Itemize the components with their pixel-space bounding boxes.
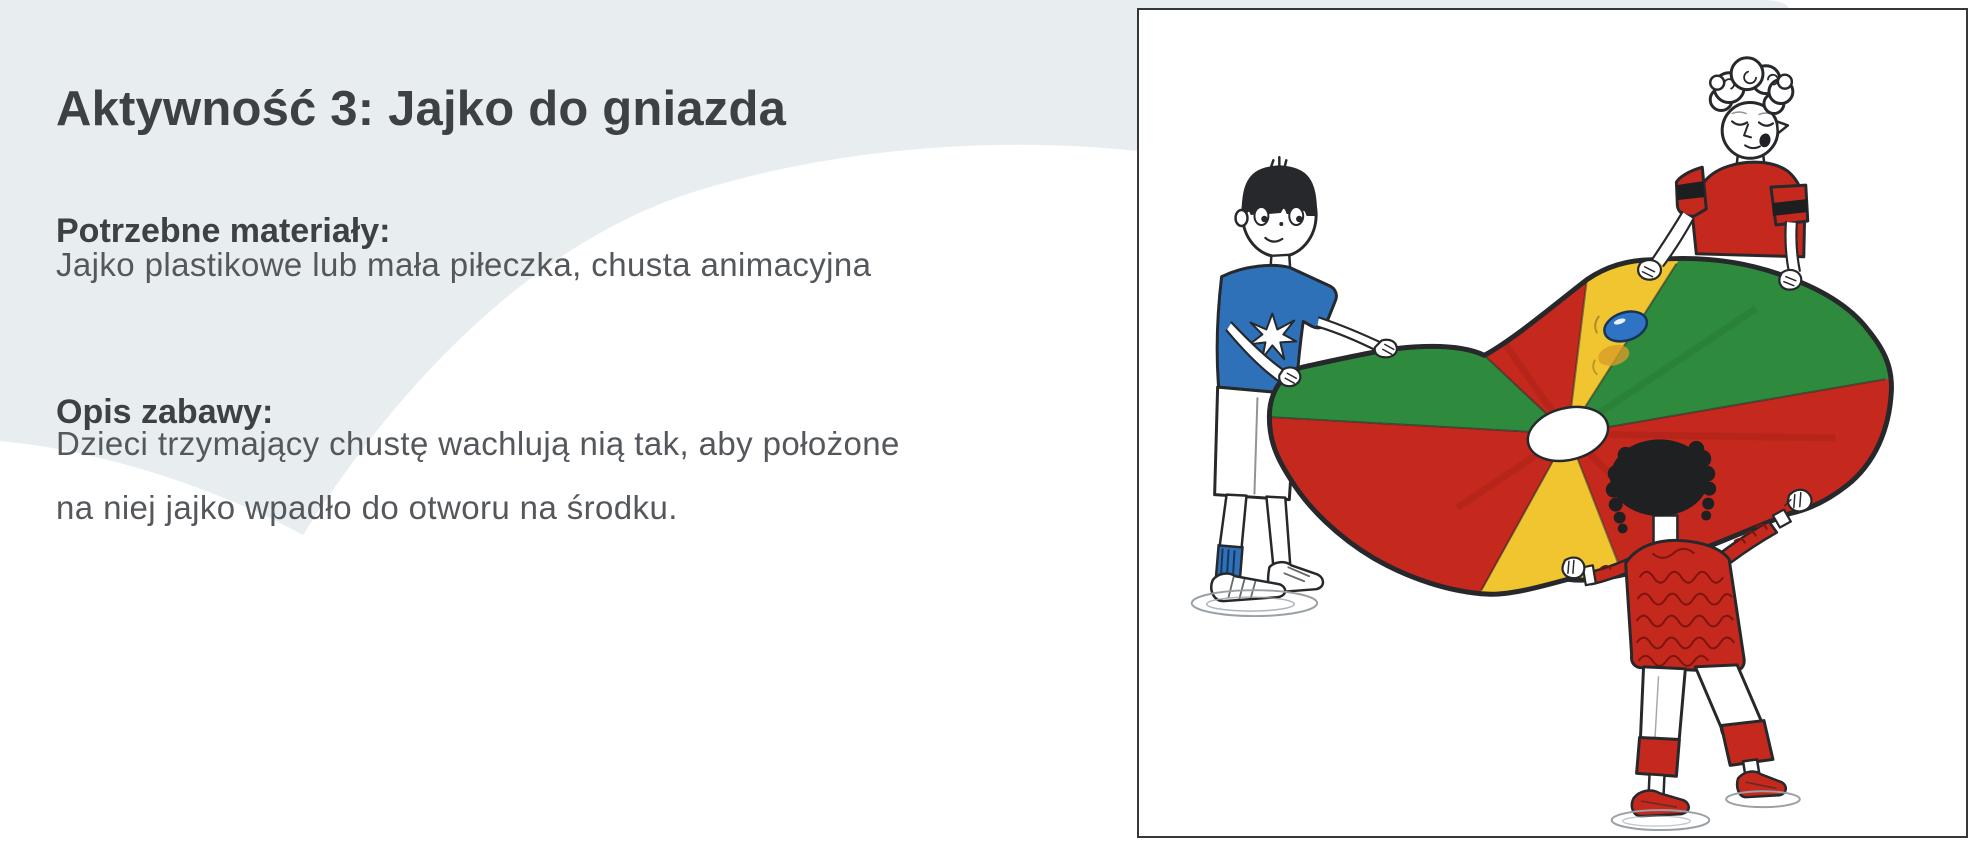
materials-line: Jajko plastikowe lub mała piłeczka, chusta animacyjna <box>56 246 872 283</box>
page-title: Aktywność 3: Jajko do gniazda <box>56 81 787 136</box>
curly-boy-ear <box>1777 121 1788 133</box>
description-line-2: na niej jajko wpadło do otworu na środku. <box>56 489 678 526</box>
girl-ground-shadow-inner <box>1623 816 1691 826</box>
boy-right-leg <box>1266 497 1290 567</box>
segment-green-left <box>1139 195 1568 434</box>
boy-ear <box>1236 210 1248 226</box>
girl-sweater <box>1626 540 1745 671</box>
right-pant-cuff <box>1721 721 1773 766</box>
parachute-illustration <box>1139 10 1966 836</box>
boy-hair <box>1243 166 1317 215</box>
girl-left-shoe <box>1632 790 1689 816</box>
boy-eye-right <box>1289 207 1303 225</box>
forehead-dot <box>1279 222 1283 226</box>
boy-eye-left <box>1254 207 1268 225</box>
girl-right-shoe <box>1737 772 1786 798</box>
pupil <box>1296 216 1302 222</box>
pupil <box>1261 216 1267 222</box>
materials-heading: Potrzebne materiały: <box>56 212 391 251</box>
left-pant-cuff <box>1637 737 1680 776</box>
description-line-1: Dzieci trzymający chustę wachlują nią tak, aby położone <box>56 425 900 462</box>
curly-boy-right-hand <box>1779 270 1801 290</box>
description-heading: Opis zabawy: <box>56 393 274 432</box>
boy-left-leg <box>1220 495 1247 549</box>
illustration-frame <box>1137 8 1968 838</box>
boy-left-hand <box>1279 367 1300 386</box>
